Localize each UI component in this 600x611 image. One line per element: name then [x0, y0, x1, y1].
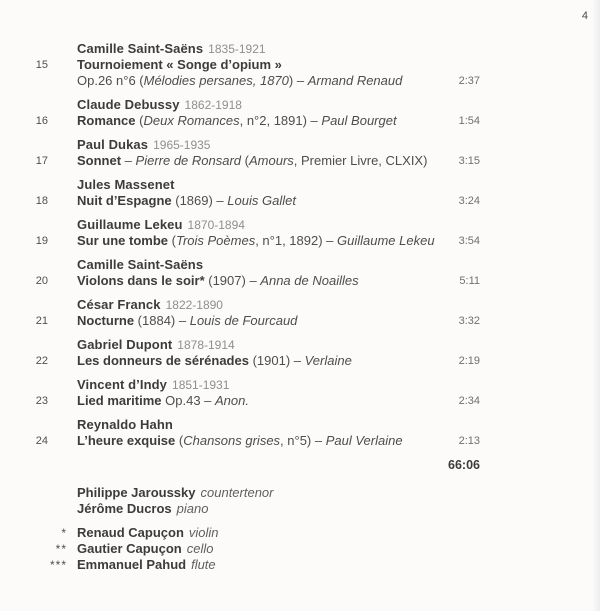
- track-duration: 2:13: [458, 435, 480, 447]
- composer-dates: 1851-1931: [172, 378, 230, 392]
- composer-line: [0, 417, 600, 433]
- composer-name: Reynaldo Hahn: [77, 417, 173, 432]
- track-title: Nocturne: [77, 313, 135, 328]
- soloists-section: [0, 525, 600, 573]
- track-number: 15: [35, 59, 48, 71]
- composer-name: Gabriel Dupont: [77, 337, 173, 352]
- poet-name: Paul Bourget: [321, 113, 397, 128]
- performer-name: Philippe Jaroussky: [77, 485, 196, 500]
- track-number: 20: [35, 275, 48, 287]
- track-line: [0, 113, 600, 129]
- footnote-marker: ***: [49, 558, 67, 572]
- track-group: [0, 41, 600, 89]
- page-number: 4: [581, 10, 588, 22]
- poet-name: Armand Renaud: [307, 73, 403, 88]
- performer-name: Jérôme Ducros: [77, 501, 172, 516]
- track-group: [0, 297, 600, 329]
- poet-name: Anon.: [215, 393, 249, 408]
- work-title: Chansons grises: [183, 433, 281, 448]
- track-title: Violons dans le soir*: [77, 273, 205, 288]
- composer-name: Camille Saint-Saëns: [77, 257, 204, 272]
- composer-dates: 1878-1914: [177, 338, 235, 352]
- track-number: 17: [35, 155, 48, 167]
- track-detail: , n°1, 1892) –: [255, 233, 338, 248]
- soloist-role: cello: [186, 541, 214, 556]
- track-detail: (: [175, 433, 184, 448]
- track-title: Sur une tombe: [77, 233, 169, 248]
- track-duration: 3:24: [458, 195, 480, 207]
- track-number: 24: [35, 435, 48, 447]
- poet-name: Pierre de Ronsard: [135, 153, 242, 168]
- composer-dates: 1965-1935: [153, 138, 211, 152]
- track-detail: , Premier Livre, CLXIX): [293, 153, 428, 168]
- work-title: Amours: [248, 153, 294, 168]
- composer-line: [0, 177, 600, 193]
- poet-name: Louis de Fourcaud: [189, 313, 298, 328]
- track-list: [0, 41, 600, 573]
- composer-line: [0, 137, 600, 153]
- poet-name: Verlaine: [304, 353, 352, 368]
- track-duration: 2:34: [458, 395, 480, 407]
- track-detail: (1907) –: [204, 273, 261, 288]
- soloist-name: Emmanuel Pahud: [77, 557, 187, 572]
- track-group: [0, 377, 600, 409]
- poet-name: Anna de Noailles: [260, 273, 359, 288]
- composer-line: [0, 257, 600, 273]
- track-number: 22: [35, 355, 48, 367]
- track-title: Tournoiement « Songe d’opium »: [77, 57, 282, 72]
- track-detail: Op.43 –: [161, 393, 216, 408]
- track-duration: 5:11: [459, 275, 480, 287]
- composer-dates: 1862-1918: [184, 98, 242, 112]
- work-title: Trois Poèmes: [175, 233, 256, 248]
- composer-name: Camille Saint-Saëns: [77, 41, 204, 56]
- performer-role: countertenor: [200, 485, 274, 500]
- track-title: Lied maritime: [77, 393, 162, 408]
- footnote-marker: **: [55, 542, 67, 556]
- track-line: [0, 313, 600, 329]
- track-duration: 3:15: [458, 155, 480, 167]
- work-title: Deux Romances: [143, 113, 240, 128]
- track-duration: 2:37: [458, 75, 480, 87]
- track-title: Romance: [77, 113, 136, 128]
- track-duration: 3:54: [458, 235, 480, 247]
- soloist-name: Gautier Capuçon: [77, 541, 182, 556]
- track-detail: (1884) –: [134, 313, 190, 328]
- track-line: [0, 193, 600, 209]
- track-detail: (: [241, 153, 249, 168]
- composer-name: Vincent d’Indy: [77, 377, 168, 392]
- soloist-role: violin: [188, 525, 219, 540]
- track-detail-line: [0, 73, 600, 89]
- track-group: [0, 417, 600, 449]
- track-number: 16: [35, 115, 48, 127]
- composer-name: Claude Debussy: [77, 97, 180, 112]
- composer-dates: 1835-1921: [208, 42, 266, 56]
- poet-name: Louis Gallet: [227, 193, 296, 208]
- soloist-line: [0, 541, 600, 557]
- track-line: [0, 233, 600, 249]
- track-detail: ) –: [288, 73, 308, 88]
- track-number: 18: [35, 195, 48, 207]
- composer-line: [0, 297, 600, 313]
- track-detail: (1869) –: [171, 193, 228, 208]
- composer-name: Jules Massenet: [77, 177, 175, 192]
- composer-dates: 1822-1890: [165, 298, 223, 312]
- composer-name: César Franck: [77, 297, 161, 312]
- track-title: Sonnet: [77, 153, 122, 168]
- performer-line: [0, 485, 600, 501]
- soloist-line: [0, 525, 600, 541]
- track-title: Les donneurs de sérénades: [77, 353, 249, 368]
- composer-line: [0, 97, 600, 113]
- track-group: [0, 217, 600, 249]
- track-detail: , n°5) –: [280, 433, 326, 448]
- track-detail: (: [168, 233, 176, 248]
- track-detail: Op.26 n°6 (: [77, 73, 144, 88]
- performer-line: [0, 501, 600, 517]
- soloist-line: [0, 557, 600, 573]
- composer-line: [0, 217, 600, 233]
- poet-name: Paul Verlaine: [325, 433, 403, 448]
- track-number: 23: [35, 395, 48, 407]
- track-duration: 2:19: [458, 355, 480, 367]
- track-detail: –: [121, 153, 136, 168]
- track-group: [0, 137, 600, 169]
- track-duration: 1:54: [458, 115, 480, 127]
- footnote-marker: *: [61, 526, 67, 540]
- track-group: [0, 177, 600, 209]
- track-line: [0, 273, 600, 289]
- track-number: 21: [35, 315, 48, 327]
- track-detail: (: [135, 113, 144, 128]
- track-line: [0, 393, 600, 409]
- soloist-role: flute: [191, 557, 216, 572]
- soloist-name: Renaud Capuçon: [77, 525, 184, 540]
- performers-section: [0, 485, 600, 573]
- composer-name: Guillaume Lekeu: [77, 217, 183, 232]
- track-group: [0, 257, 600, 289]
- composer-line: [0, 377, 600, 393]
- total-duration-line: [0, 457, 600, 473]
- composer-name: Paul Dukas: [77, 137, 149, 152]
- poet-name: Guillaume Lekeu: [337, 233, 435, 248]
- composer-line: [0, 41, 600, 57]
- track-line: [0, 153, 600, 169]
- work-title: Mélodies persanes, 1870: [143, 73, 289, 88]
- total-duration: 66:06: [448, 458, 480, 472]
- track-title-line: [0, 57, 600, 73]
- track-detail: (1901) –: [248, 353, 305, 368]
- composer-line: [0, 337, 600, 353]
- track-number: 19: [35, 235, 48, 247]
- track-title: L’heure exquise: [77, 433, 176, 448]
- performer-role: piano: [176, 501, 209, 516]
- track-duration: 3:32: [458, 315, 480, 327]
- track-title: Nuit d’Espagne: [77, 193, 172, 208]
- track-group: [0, 97, 600, 129]
- composer-dates: 1870-1894: [187, 218, 245, 232]
- track-detail: , n°2, 1891) –: [239, 113, 322, 128]
- track-line: [0, 353, 600, 369]
- track-group: [0, 337, 600, 369]
- track-line: [0, 433, 600, 449]
